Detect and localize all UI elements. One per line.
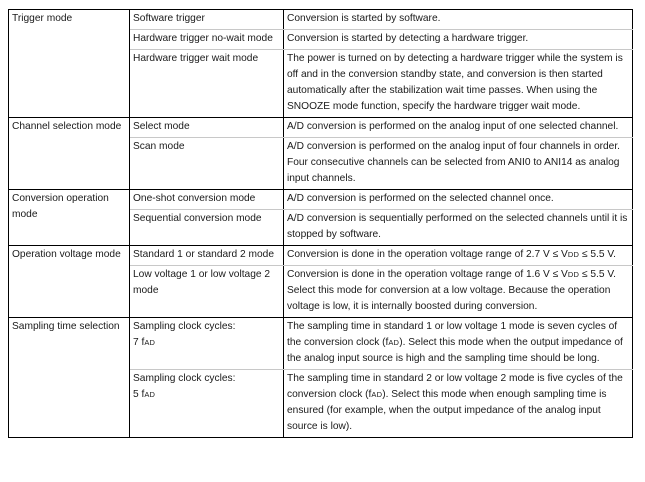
mode-text: Sampling clock cycles: [133,373,236,384]
table-row [9,10,633,30]
mode-cell: Sequential conversion mode [130,210,284,246]
description-text: ≤ 5.5 V. [579,249,617,260]
category-cell: Trigger mode [9,10,130,118]
mode-cell [130,318,284,370]
table-row [9,190,633,210]
category-cell: Conversion operation mode [9,190,130,246]
description-text: ). Select this mode when the output impedance of the analog input source is high and the sampling time should be long. [287,337,623,364]
description-text: The sampling time in standard 2 or low voltage 2 mode is five cycles of the conversion clock (f [287,373,623,400]
description-text: Conversion is done in the operation voltage range of 1.6 V ≤ V [287,269,568,280]
category-cell: Sampling time selection [9,318,130,438]
mode-text: 5 f [133,389,145,400]
description-cell: Conversion is started by software. [284,10,633,30]
mode-cell: Hardware trigger no-wait mode [130,30,284,50]
table-row [9,118,633,138]
mode-cell: Hardware trigger wait mode [130,50,284,118]
description-text: Conversion is done in the operation voltage range of 2.7 V ≤ V [287,249,568,260]
subscript-text: AD [144,338,156,347]
category-cell: Operation voltage mode [9,246,130,318]
description-cell [284,266,633,318]
description-cell [284,318,633,370]
subscript-text: AD [371,390,383,399]
table-row [9,246,633,266]
ad-converter-mode-table [8,9,633,438]
subscript-text: DD [567,250,580,259]
mode-text: Sampling clock cycles: [133,321,236,332]
mode-cell: Standard 1 or standard 2 mode [130,246,284,266]
mode-cell: Scan mode [130,138,284,190]
mode-text: 7 f [133,337,145,348]
subscript-text: DD [567,270,580,279]
mode-cell [130,370,284,438]
description-cell: Conversion is started by detecting a hardware trigger. [284,30,633,50]
description-cell: A/D conversion is performed on the analog input of four channels in order. Four consecutive channels can be selected from ANI0 to ANI14 as analog input channels. [284,138,633,190]
mode-cell: One-shot conversion mode [130,190,284,210]
description-cell: A/D conversion is performed on the selected channel once. [284,190,633,210]
mode-cell: Low voltage 1 or low voltage 2 mode [130,266,284,318]
mode-cell: Select mode [130,118,284,138]
description-cell: A/D conversion is performed on the analog input of one selected channel. [284,118,633,138]
table-row [9,318,633,370]
description-cell [284,370,633,438]
description-cell: A/D conversion is sequentially performed on the selected channels until it is stopped by software. [284,210,633,246]
description-text: The sampling time in standard 1 or low voltage 1 mode is seven cycles of the conversion clock (f [287,321,618,348]
subscript-text: AD [144,390,156,399]
description-text: ). Select this mode when enough sampling time is ensured (for example, when the output impedance of the analog input source is low). [287,389,607,432]
description-cell [284,246,633,266]
mode-cell: Software trigger [130,10,284,30]
category-cell: Channel selection mode [9,118,130,190]
subscript-text: AD [388,338,400,347]
description-cell: The power is turned on by detecting a hardware trigger while the system is off and in the conversion standby state, and conversion is then started automatically after the stabilization wait time passes. When using the SNOOZE mode function, specify the hardware trigger wait mode. [284,50,633,118]
description-text: ≤ 5.5 V. Select this mode for conversion at a low voltage. Because the operation voltage is low, it is internally boosted during conversion. [287,269,617,312]
